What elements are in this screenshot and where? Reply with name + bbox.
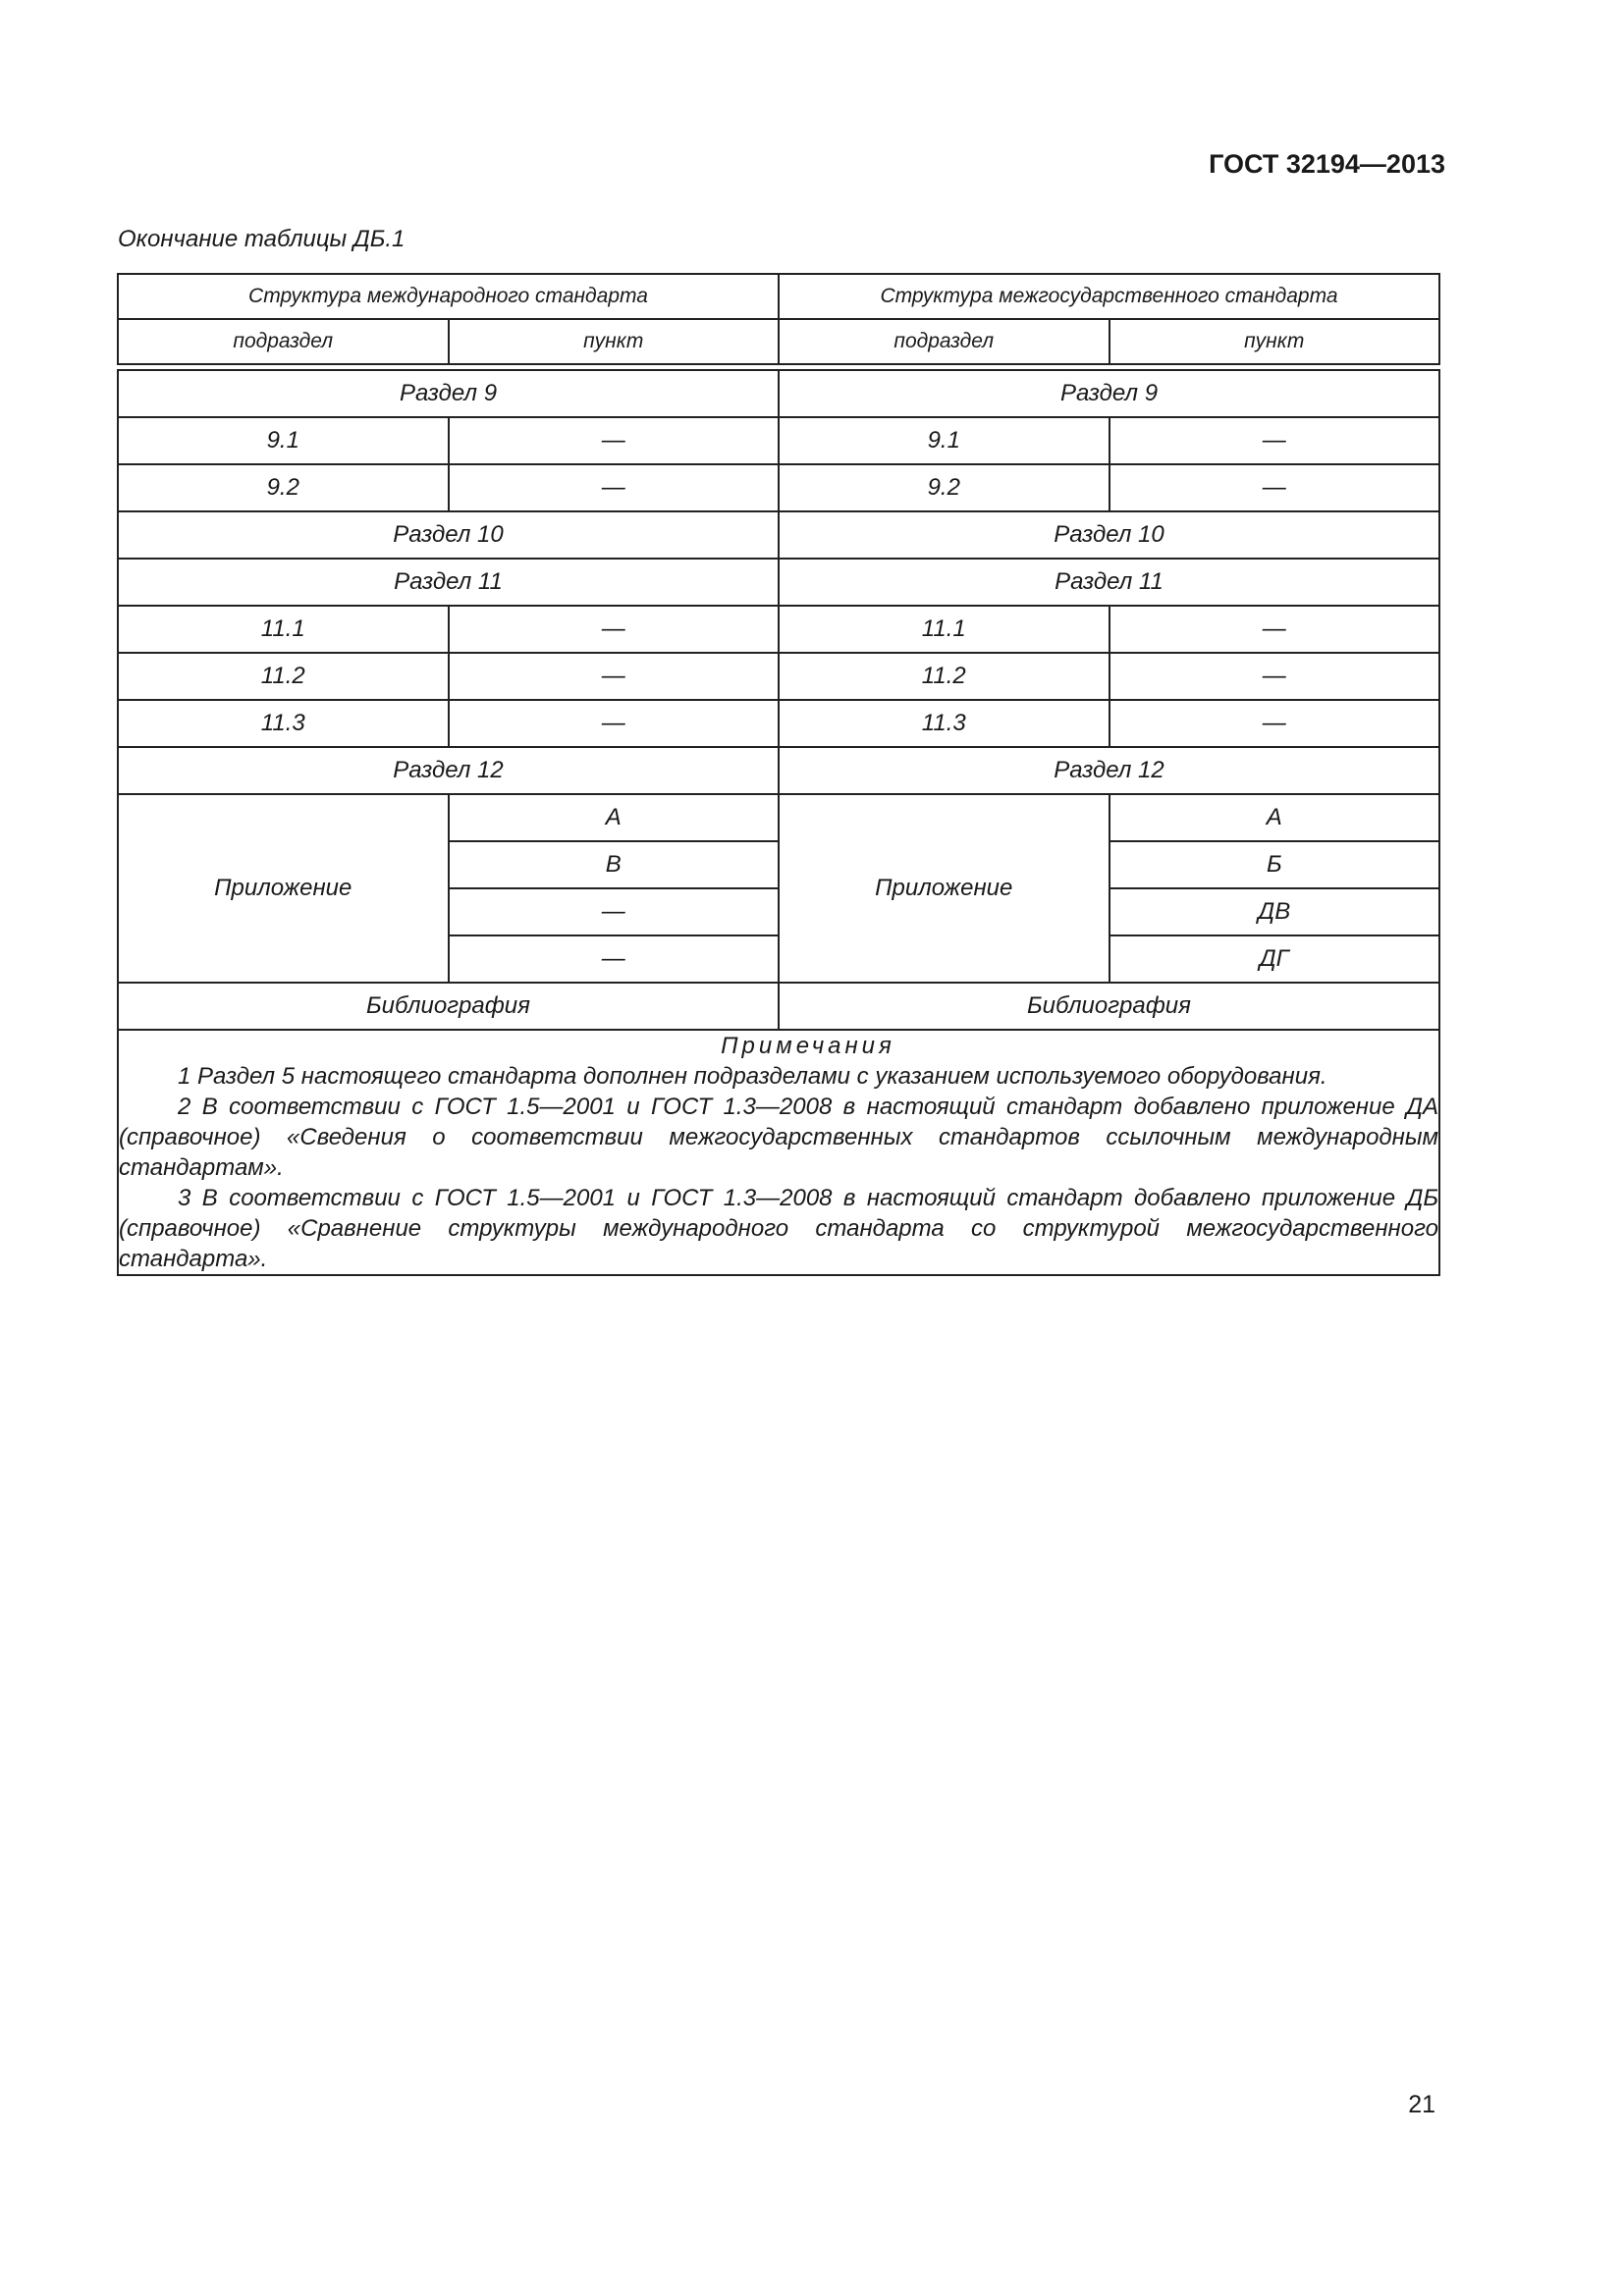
section-intl: Раздел 10 <box>118 511 779 559</box>
section-interstate: Раздел 11 <box>779 559 1439 606</box>
bibliography-interstate: Библиография <box>779 983 1439 1030</box>
cell: 11.2 <box>779 653 1110 700</box>
subheader-item-interstate: пункт <box>1110 319 1440 364</box>
bibliography-intl: Библиография <box>118 983 779 1030</box>
cell: 9.1 <box>118 417 449 464</box>
cell: — <box>449 606 780 653</box>
table-row <box>118 370 1439 417</box>
note-2: 2 В соответствии с ГОСТ 1.5—2001 и ГОСТ 1.3—2008 в настоящий стандарт добавлено приложение ДА (справочное) «Сведения о соответствии межгосударственных стандартов ссылочным международным стандартам». <box>119 1094 1438 1181</box>
cell: ДГ <box>1110 935 1440 983</box>
cell: 11.1 <box>118 606 449 653</box>
table-row <box>118 747 1439 794</box>
table-caption: Окончание таблицы ДБ.1 <box>118 226 406 252</box>
cell: 11.3 <box>779 700 1110 747</box>
table-row <box>118 417 1439 464</box>
cell: — <box>449 653 780 700</box>
cell: 11.3 <box>118 700 449 747</box>
appendix-intl: Приложение <box>118 794 449 983</box>
cell: — <box>1110 464 1440 511</box>
cell: Б <box>1110 841 1440 888</box>
cell: — <box>1110 417 1440 464</box>
cell: ДВ <box>1110 888 1440 935</box>
cell: — <box>1110 700 1440 747</box>
table-row <box>118 606 1439 653</box>
header-intl: Структура международного стандарта <box>118 274 779 319</box>
subheader-sub-intl: подраздел <box>118 319 449 364</box>
header-interstate: Структура межгосударственного стандарта <box>779 274 1439 319</box>
page-number: 21 <box>1408 2091 1435 2118</box>
structure-comparison-table <box>117 273 1440 1276</box>
table-row <box>118 559 1439 606</box>
table-row <box>118 464 1439 511</box>
section-intl: Раздел 12 <box>118 747 779 794</box>
note-1: 1 Раздел 5 настоящего стандарта дополнен подразделами с указанием используемого оборудования. <box>178 1063 1327 1090</box>
cell: В <box>449 841 780 888</box>
notes-cell <box>118 1030 1439 1275</box>
document-code: ГОСТ 32194—2013 <box>1209 149 1445 179</box>
table-row <box>118 653 1439 700</box>
cell: — <box>449 417 780 464</box>
cell: 11.2 <box>118 653 449 700</box>
cell: 9.2 <box>779 464 1110 511</box>
table-subheader-row <box>118 319 1439 364</box>
cell: 11.1 <box>779 606 1110 653</box>
section-intl: Раздел 9 <box>118 370 779 417</box>
section-interstate: Раздел 12 <box>779 747 1439 794</box>
cell: А <box>449 794 780 841</box>
table-row <box>118 700 1439 747</box>
section-intl: Раздел 11 <box>118 559 779 606</box>
cell: — <box>449 935 780 983</box>
section-interstate: Раздел 10 <box>779 511 1439 559</box>
notes-title: Примечания <box>721 1033 895 1059</box>
section-interstate: Раздел 9 <box>779 370 1439 417</box>
cell: А <box>1110 794 1440 841</box>
table-row <box>118 794 1439 841</box>
notes-row <box>118 1030 1439 1275</box>
cell: — <box>449 700 780 747</box>
cell: — <box>449 464 780 511</box>
table-row <box>118 983 1439 1030</box>
cell: 9.2 <box>118 464 449 511</box>
table-header-row <box>118 274 1439 319</box>
subheader-item-intl: пункт <box>449 319 780 364</box>
note-3: 3 В соответствии с ГОСТ 1.5—2001 и ГОСТ 1.3—2008 в настоящий стандарт добавлено приложение ДБ (справочное) «Сравнение структуры международного стандарта со структурой межгосударственного стандарта». <box>119 1185 1438 1272</box>
cell: — <box>1110 653 1440 700</box>
cell: — <box>449 888 780 935</box>
cell: 9.1 <box>779 417 1110 464</box>
table-row <box>118 511 1439 559</box>
cell: — <box>1110 606 1440 653</box>
subheader-sub-interstate: подраздел <box>779 319 1110 364</box>
appendix-interstate: Приложение <box>779 794 1110 983</box>
